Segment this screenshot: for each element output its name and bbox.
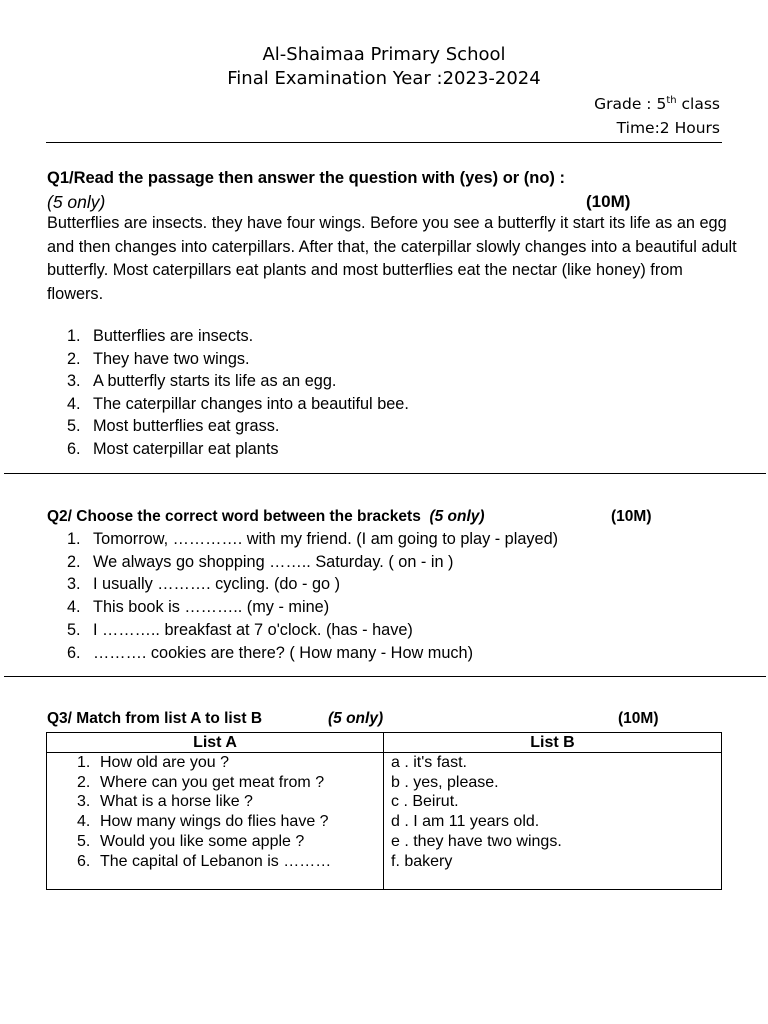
item-text: Where can you get meat from ?	[100, 773, 325, 791]
item-number: 4.	[77, 813, 91, 831]
list-a-cell	[47, 753, 384, 890]
item-text: I ……….. breakfast at 7 o'clock. (has - have)	[93, 620, 413, 639]
q2-question-list	[47, 528, 558, 664]
exam-title: Final Examination Year :2023-2024	[227, 68, 541, 89]
q2-only: (5 only)	[429, 508, 485, 525]
q2-marks: (10M)	[611, 508, 652, 525]
item-number: 3.	[77, 793, 91, 811]
list-item: c . Beirut.	[391, 793, 459, 811]
item-text: Tomorrow, …………. with my friend. (I am going to play - played)	[93, 530, 559, 548]
list-item	[47, 852, 383, 872]
q1-passage: Butterflies are insects. they have four wings. Before you see a butterfly it start its life as an egg and then changes into caterpillars. After that, the caterpillar slowly changes into a beautiful adult butterfly. Most caterpillars eat plants and most butterflies eat the nectar (like honey) from flowers.	[47, 214, 737, 303]
list-item	[47, 415, 409, 438]
item-text: This book is ……….. (my - mine)	[93, 598, 330, 617]
list-b-header: List B	[384, 733, 722, 753]
item-text: ………. cookies are there? ( How many - How much)	[93, 643, 474, 662]
item-text: Most caterpillar eat plants	[93, 439, 279, 458]
section-divider	[4, 676, 766, 677]
list-item	[47, 773, 383, 793]
item-text: We always go shopping …….. Saturday. ( on - in )	[93, 552, 454, 571]
item-number: 2.	[67, 349, 81, 368]
table-row	[47, 753, 722, 890]
item-text: They have two wings.	[93, 349, 250, 368]
item-number: 5.	[77, 832, 91, 850]
list-item	[47, 619, 558, 642]
list-item	[47, 551, 558, 574]
item-text: A butterfly starts its life as an egg.	[93, 372, 337, 390]
school-name: Al-Shaimaa Primary School	[262, 44, 506, 65]
item-number: 6.	[67, 439, 81, 458]
list-item	[47, 348, 409, 371]
item-text: How old are you ?	[100, 754, 229, 771]
section-divider	[4, 473, 766, 474]
item-text: How many wings do flies have ?	[100, 813, 329, 831]
item-number: 3.	[67, 575, 81, 594]
q1-marks: (10M)	[586, 192, 631, 211]
time-line: Time:2 Hours	[616, 119, 720, 137]
q3-marks: (10M)	[618, 710, 659, 727]
list-b-cell	[384, 753, 722, 890]
item-number: 2.	[77, 773, 91, 791]
list-item: b . yes, please.	[391, 773, 499, 791]
item-text: What is a horse like ?	[100, 793, 253, 811]
table-header-row	[47, 733, 722, 753]
grade-superscript: th	[666, 94, 677, 106]
list-item	[47, 753, 383, 773]
q3-only: (5 only)	[328, 710, 384, 727]
item-number: 6.	[67, 643, 81, 662]
q2-heading	[47, 507, 485, 527]
item-text: I usually ………. cycling. (do - go )	[93, 575, 341, 594]
matching-table	[46, 732, 722, 890]
item-number: 5.	[67, 417, 81, 435]
q2-heading-text: Q2/ Choose the correct word between the brackets	[47, 508, 421, 525]
list-item	[47, 792, 383, 812]
list-item	[47, 393, 409, 416]
grade-prefix: Grade : 5	[594, 95, 667, 113]
item-number: 3.	[67, 372, 81, 390]
list-item	[47, 596, 558, 619]
list-item	[47, 325, 409, 348]
q3-heading: Q3/ Match from list A to list B	[47, 710, 263, 727]
item-text: The caterpillar changes into a beautiful bee.	[93, 394, 409, 413]
item-number: 4.	[67, 394, 81, 413]
item-number: 1.	[67, 530, 81, 548]
list-item: e . they have two wings.	[391, 832, 562, 850]
list-item	[47, 438, 409, 461]
list-a-header: List A	[47, 733, 384, 753]
list-a	[47, 753, 383, 871]
item-number: 1.	[77, 754, 91, 771]
q1-heading: Q1/Read the passage then answer the question with (yes) or (no) :	[47, 169, 566, 187]
list-item: a . it's fast.	[391, 754, 467, 771]
item-number: 4.	[67, 598, 81, 617]
list-item: f. bakery	[391, 852, 453, 870]
item-number: 6.	[77, 852, 91, 870]
q1-only: (5 only)	[47, 192, 106, 212]
grade-line	[594, 94, 720, 114]
list-item	[47, 370, 409, 393]
grade-suffix: class	[676, 95, 720, 113]
item-number: 2.	[67, 552, 81, 571]
item-text: Butterflies are insects.	[93, 327, 254, 345]
q1-question-list	[47, 325, 409, 460]
item-text: Most butterflies eat grass.	[93, 417, 280, 435]
list-item	[47, 812, 383, 832]
item-number: 5.	[67, 620, 81, 639]
list-item: d . I am 11 years old.	[391, 813, 540, 831]
list-item	[47, 573, 558, 596]
list-item	[47, 642, 558, 665]
header-divider	[46, 142, 722, 143]
item-text: The capital of Lebanon is ………	[100, 852, 332, 870]
item-text: Would you like some apple ?	[100, 832, 305, 850]
item-number: 1.	[67, 327, 81, 345]
list-b	[384, 753, 721, 871]
list-item	[47, 528, 558, 551]
list-item	[47, 832, 383, 852]
